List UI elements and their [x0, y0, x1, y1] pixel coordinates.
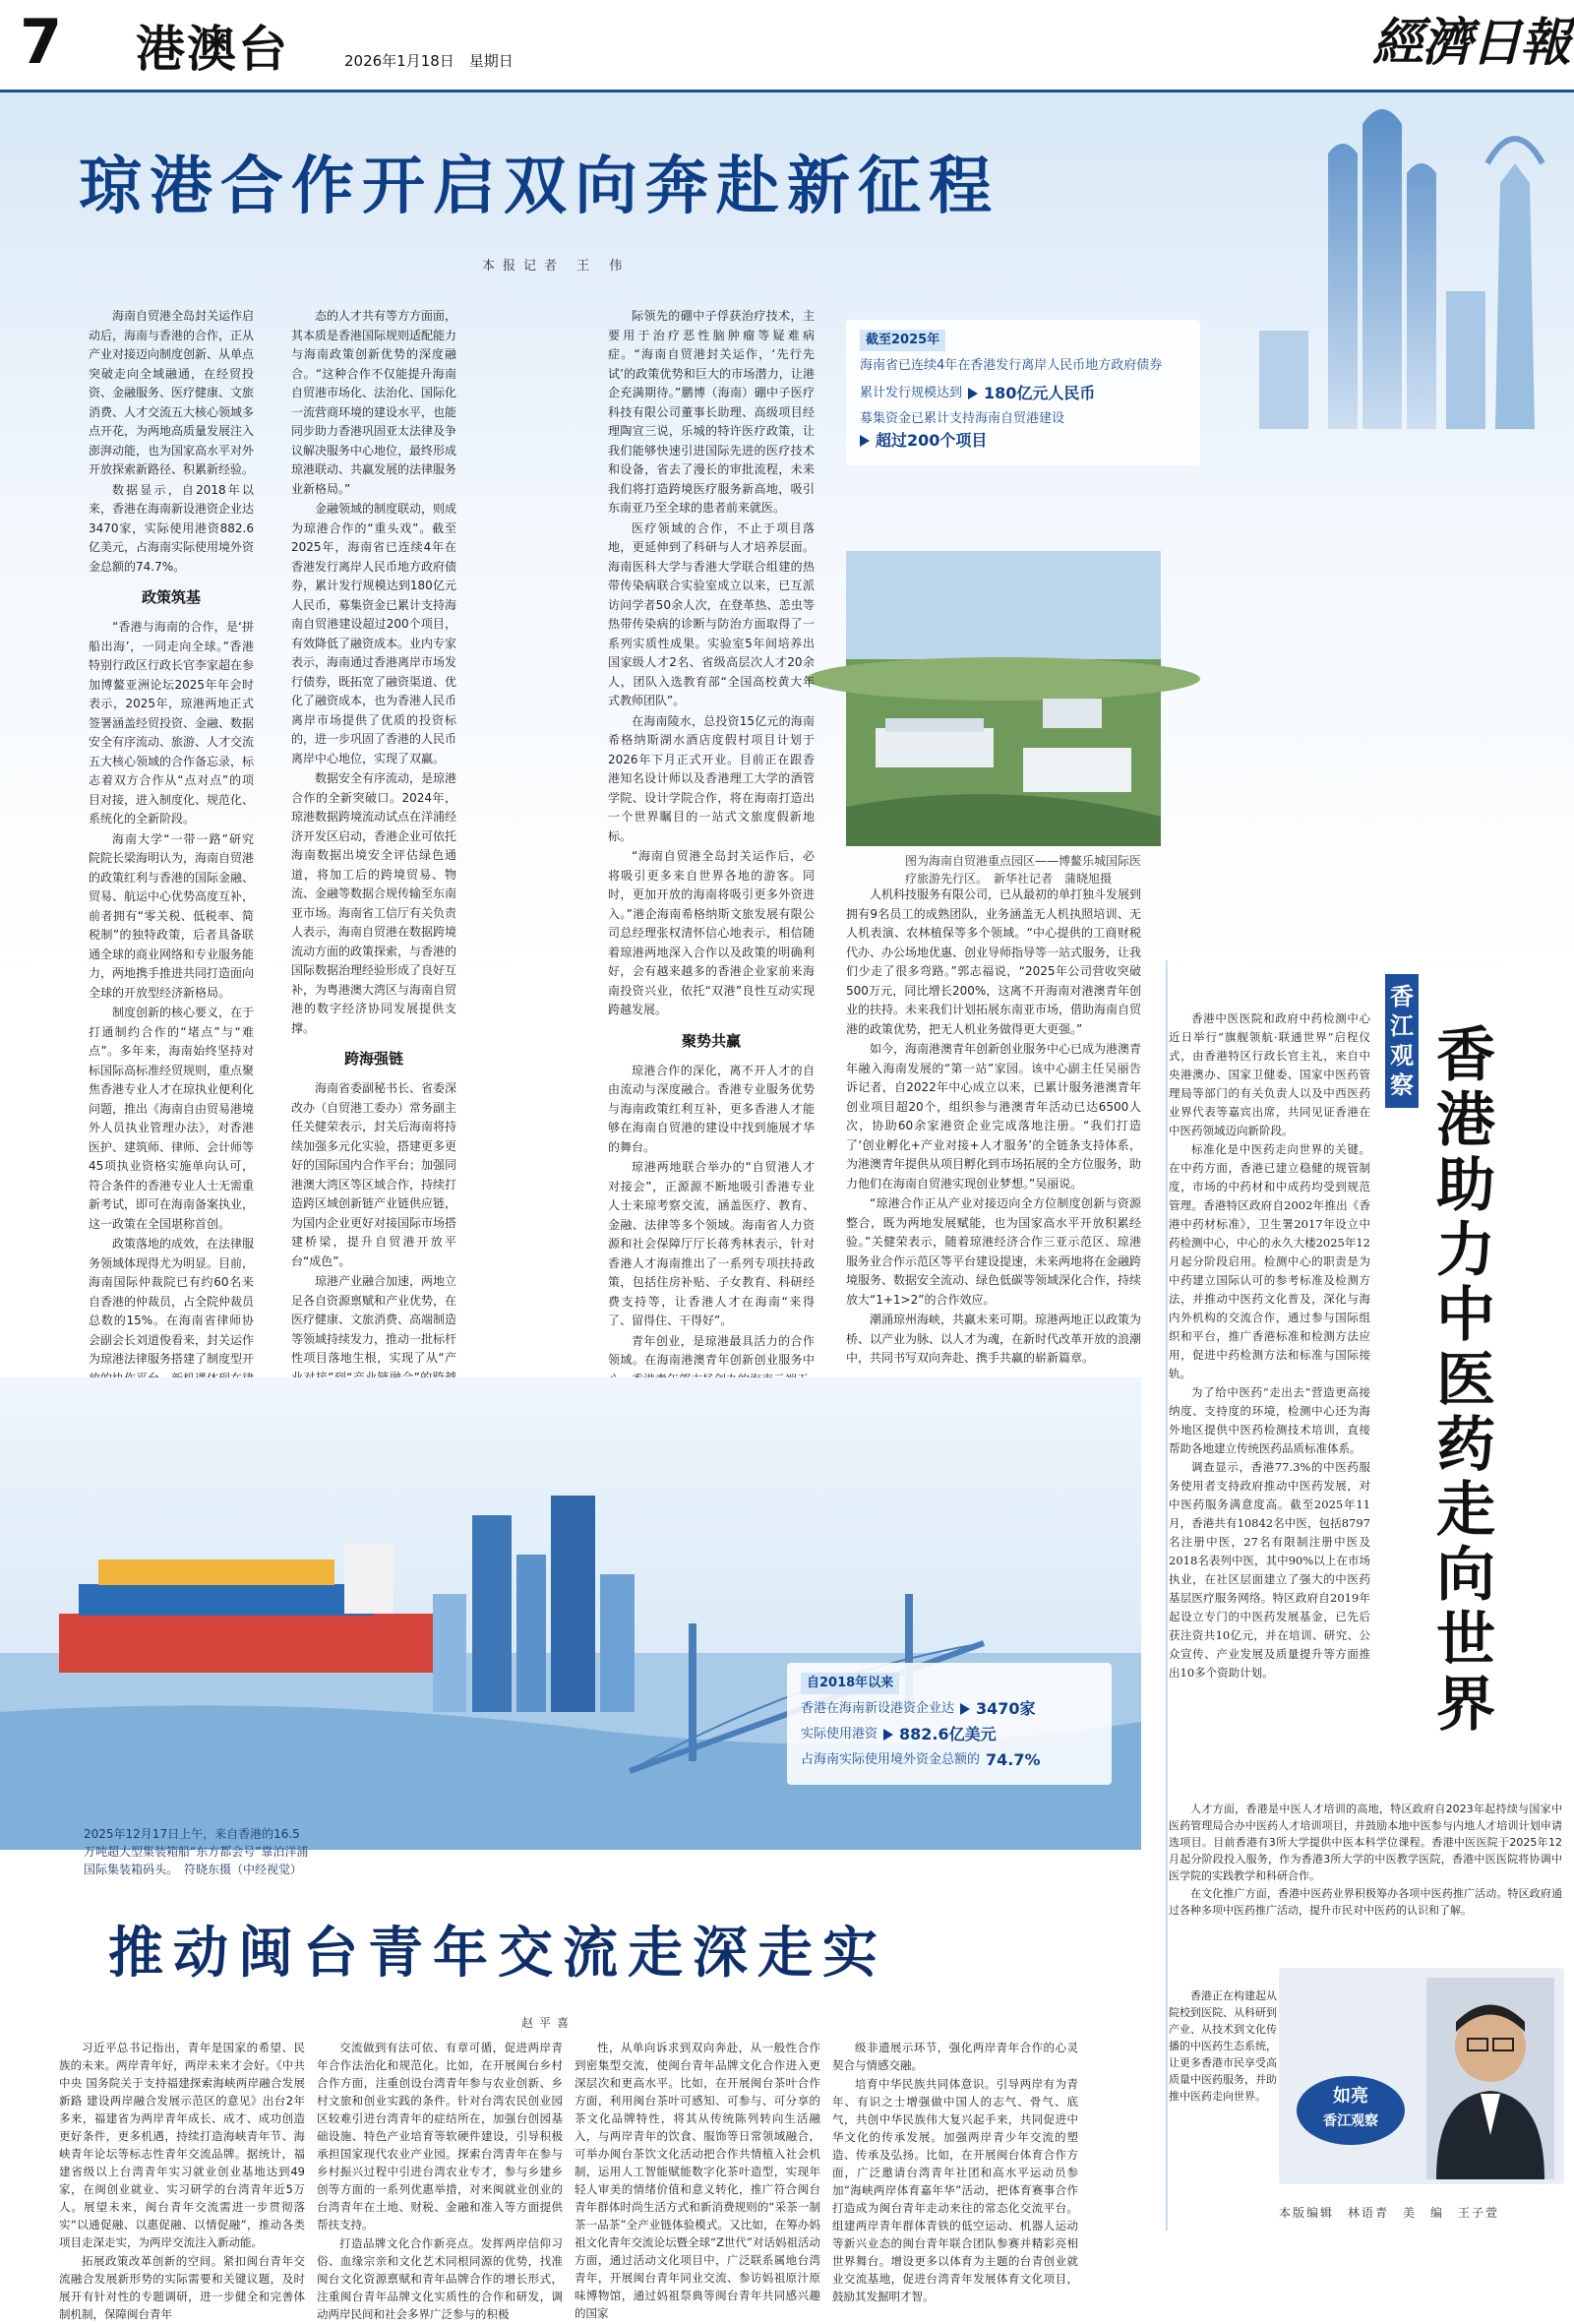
- photo2-caption: 2025年12月17日上午，来自香港的16.5万吨超大型集装箱船“东方都会号”靠泊洋浦国际集装箱码头。 符晓东摄（中经视觉）: [84, 1827, 309, 1876]
- newspaper-logo: 經濟日報: [1372, 13, 1570, 73]
- article1-col1-intro: 海南自贸港全岛封关运作启动后，海南与香港的合作，正从产业对接迈向制度创新、从单点突破走向全域融通，在经贸投资、金融服务、医疗健康、文旅消费、人才交流五大核心领域多点开花，为两地高质量发展注入澎湃动能，也为国家高水平对外开放探索新路径、积累新经验。 数据显示，自2018年以来，香港在海南新设港资企业达3470家，实际使用港资882.6亿美元，占海南实际使用境外资金总额的74.7%。: [89, 309, 255, 574]
- issue-date: 2026年1月18日 星期日: [344, 52, 514, 70]
- factbox-bonds-lead: 截至2025年: [860, 330, 1186, 351]
- photo1-caption: 图为海南自贸港重点园区——博鳌乐城国际医疗旅游先行区。 新华社记者 蒲晓旭摄: [905, 854, 1142, 886]
- article1-column-3: 际领先的硼中子俘获治疗技术，主要用于治疗恶性脑肿瘤等疑难病症。“海南自贸港封关运作，‘先行先试’的政策优势和巨大的市场潜力，让港企充满期待。”鹏博（海南）硼中子医疗科技有限公司董事长助理、高级项目经理陶宣三说，乐城的特许医疗政策，让我们能够快速引进国际先进的医疗技术和设备，省去了漫长的审批流程，未来我们将打造跨境医疗服务新高地，吸引东南亚乃至全球的患者前来就医。 医疗领域的合作，不止于项目落地，更延伸到了科研与人才培养层面。海南医科大学与香港大学联合组建的热带传染病联合实验室成立以来，已互派访问学者50余人次，在登革热、恙虫等热带传染病的诊断与防治方面取得了一系列实质性成果。实验室5年间培养出国家级人才2名、省级高层次人才20余人，团队入选教育部“全国高校黄大年式教师团队”。 在海南陵水，总投资15亿元的海南希格纳斯湖水酒店度假村项目计划于2026年下月正式开业。目前正在跟香港知名设计师以及香港理工大学的酒管学院、设计学院合作，将在海南打造出一个世界瞩目的一站式文旅度假新地标。 “海南自贸港全岛封关运作后，必将吸引更多来自世界各地的游客。同时，更加开放的海南将吸引更多外资进入。”港企海南希格纳斯文旅发展有限公司总经理张权清怀信心地表示，相信随着琼港两地深入合作以及政策的明确利好，会有越来越多的香港企业家前来海南投资兴业，依托“双港”良性互动实现跨越发展。 聚势共赢 琼港合作的深化，离不开人才的自由流动与深度融合。香港专业服务优势与海南政策红利互补，更多香港人才能够在海南自贸港的建设中找到施展才华的舞台。 琼港两地联合举办的“自贸港人才对接会”，正源源不断地吸引香港专业人士来琼考察交流，涵盖医疗、教育、金融、法律等多个领域。海南省人力资源和社会保障厅厅长蒋秀林表示，针对香港人才海南推出了一系列专项扶持政策，包括住房补贴、子女教育、科研经费支持等，让香港人才在海南“来得了、留得住、干得好”。 青年创业，是琼港最具活力的合作领域。在海南港澳青年创新创业服务中: [608, 309, 815, 1367]
- factbox-investment-share: 占海南实际使用境外资金总额的 74.7%: [801, 1750, 1041, 1769]
- sidebar-body: 香港中医医院和政府中药检测中心近日举行“旗舰领航·联通世界”启程仪式，由香港特区行政长官主礼，来自中央港澳办、国家卫健委、国家中医药管理局等部门的有关负责人以及中西医药业界代表等嘉宾出席，共同见证香港在中医药领域迈向新阶段。 标准化是中医药走向世界的关键。在中药方面，香港已建立稳健的规管制度，市场的中药材和中成药均受到规范管理。香港特区政府自2002年推出《香港中药材标准》，卫生署2017年设立中药检测中心，中心的永久大楼2025年12月起分阶段启用。检测中心的职责是为中药建立国际认可的参考标准及检测方法，并推动中医药文化普及，深化与海内外机构的交流合作，通过参与国际组织和平台，推广香港标准和检测方法应用，促进中药检测方法和标准与国际接轨。 为了给中医药“走出去”营造更高接纳度、支持度的环境，检测中心还为海外地区提供中医药检测技术培训，直接帮助各地建立传统医药品质标准体系。 调查显示，香港77.3%的中医药服务使用者支持政府推动中医药发展，对中医药服务满意度高。截至2025年11月，香港共有10842名中医，包括8797名注册中医，27名有限制注册中医及2018名表列中医，其中90%以上在市场执业，在社区层面建立了强大的中医药基层医疗服务网络。特区政府自2019年起设立专门的中医药发展基金，已先后获注资共10亿元，并在培训、研究、公众宣传、产业发展及质量提升等方面推出10多个资助计划。: [1169, 1011, 1370, 1680]
- factbox-bonds-line1: 海南省已连续4年在香港发行离岸人民币地方政府债券: [860, 358, 1163, 373]
- article2-title: 推动闽台青年交流走深走实: [108, 1921, 887, 1986]
- factbox-bonds-scale: 累计发行规模达到 180亿元人民币: [860, 384, 1096, 402]
- sidebar-body-continued: 人才方面，香港是中医人才培训的高地，特区政府自2023年起持续与国家中医药管理局合办中医药人才培训项目，并鼓励本地中医参与内地人才培训计划申请选项目。目前香港有3所大学提供中医本科学位课程。香港中医医院于2025年12月起分阶段投入服务，作为香港3所大学的中医教学医院，香港中医医院将协调中医学院的实践教学和科研合作。 在文化推广方面，香港中医药业界积极筹办各项中医药推广活动。特区政府通过各种多项中医药推广活动，提升市民对中医药的认识和了解。: [1169, 1803, 1562, 1917]
- factbox-investment-firms: 香港在海南新设港资企业达 3470家: [801, 1699, 1036, 1718]
- columnist-portrait: [1426, 1978, 1554, 2179]
- page-number: 7: [20, 6, 63, 78]
- article1-col1-body: “香港与海南的合作，是‘拼船出海’，一同走向全球。”香港特别行政区行政长官李家超在参加博鳌亚洲论坛2025年年会时表示，2025年，琼港两地正式签署涵盖经贸投资、金融、数据安全有序流动、旅游、人才交流五大核心领域的合作备忘录，标志着双方合作从“点对点”的项目对接，进入制度化、规范化、系统化的全新阶段。 海南大学“一带一路”研究院院长梁海明认为，海南自贸港的政策红利与香港的国际金融、贸易、航运中心优势高度互补，前者拥有“零关税、低税率、简税制”的独特政策，后者具备联通全球的商业网络和专业服务能力，两地携手推进共同打造面向全球的开放型经济新格局。 制度创新的核心要义，在于打通制约合作的“堵点”与“难点”。多年来，海南始终坚持对标国际高标准经贸规则，重点聚焦香港专业人才在琼执业便利化问题，推出《海南自由贸易港境外人员执业管理办法》，对香港医护、建筑师、律师、会计师等45项执业资格实施单向认可，符合条件的香港专业人士无需重新考试，即可在海南备案执业，这一政策在全国堪称首创。 政策落地的成效，在法律服务领域体现得尤为明显。目前，海南国际仲裁院已有约60名来自香港的仲裁员，占全院仲裁员总数的15%。在海南省律师协会副会长刘道俊看来，封关运作为琼港法律服务搭建了制度型开: [89, 620, 255, 1366]
- article2-column-4: 级非遗展示环节，强化两岸青年合作的心灵契合与情感交融。 培育中华民族共同体意识。引导两岸有为青年、有识之士增强做中国人的志气、骨气、底气，共创中华民族伟大复兴起手来，共同促进中华文化的传承发展。加强两岸青少年交流的塑造、传承及弘扬。比如，在开展闽台体育合作方面，广泛邀请台湾青年社团和高水平运动员参加“海峡两岸体育嘉年华”活动，把体育赛事合作打造成为闽台青年走动来往的常态化交流平台。组建两岸青年群体青铁的低空运动、机器人运动等新兴业态的闽台青年联合团队参赛并精彩亮相世界舞台。增设更多以体育为主题的台青创业就业交流基地，促进台湾青年发展体育文化项目，鼓励其发掘明才智。: [832, 2041, 1078, 2303]
- subhead-winwin: 聚势共赢: [681, 1031, 741, 1050]
- column-tag: 香江观察: [1385, 974, 1419, 1108]
- article1-column-1: [89, 307, 254, 1428]
- article1-column-2: 态的人才共有等方方面面，其本质是香港国际规则适配能力与海南政策创新优势的深度融合。“这种合作不仅能提升海南自贸港市场化、法治化、国际化一流营商环境的建设水平，也能同步助力香港巩固亚太法律及争议解决服务中心地位，最终形成琼港联动、共赢发展的法律服务业新格局。” 金融领域的制度联动，则成为琼港合作的“重头戏”。截至2025年，海南省已连续4年在香港发行离岸人民币地方政府债券，累计发行规模达到180亿元人民币，募集资金已累计支持海南自贸港建设超过200个项目，有效降低了融资成本。业内专家表示，海南通过香港离岸市场发行债券，既拓宽了融资渠道、优化了融资成本，也为香港人民币离岸市场提供了优质的投资标的，进一步巩固了香港的人民币离岸中心地位，实现了双赢。 数据安全有序流动，是琼港合作的全新突破口。2024年，琼港数据跨境流动试点在洋浦经济开发区启动，香港企业可依托海南数据出境安全评估绿色通道，将加工后的跨境贸易、物流、金融等数据合规传输至东南亚市场。海南省工信厅有关负责人表示，海南自贸港在数据跨境流动方面的政策探索，与香港的国际数据治理经验形成了良好互补，为粤港澳大湾区与海南自贸港的数字经济协同发展提供支撑。 跨海强链 海南省委副秘书长、省委深改办（自贸港工委办）常务副主任关健荣表示，封关后海南将持续加强多元化实验，搭建更多更好的国际国内合作平台；加强同港澳大湾区等区域合作，持续打造跨区域创新链产业链供应链，为国内企业更好对接国际市场搭建桥梁，提升自贸港开放平台“成色”。 琼港产业融合加速，两地立足各自资源禀赋和产业优势，在医疗健康、文旅消费、高端制造等领域持续发力，推动一批标杆性项目落地生根，实现了从“产: [291, 309, 457, 1365]
- article2-column-3: 性，从单向诉求到双向奔赴，从一般性合作到密集型交流，使闽台青年品牌文化合作进入更深层次和更高水平。比如，在开展闽台茶叶合作方面，利用闽台茶叶可感知、可参与、可分享的茶文化品牌特性，将其从传统陈列转向生活融入，与两岸青年的饮食、服饰等日常领域融合，可举办闽台茶饮文化活动把合作共情植入社会机制，运用人工智能赋能数字化茶叶造型，实现年轻人审美的情绪价值和意义转化，推广符合闽台青年群体时尚生活方式和新消费规则的“采茶一制茶一品茶”全产业链体验模式。又比如，在筹办妈祖文化青年交流论坛暨全球“Z世代”对话妈祖活动方面，通过活动文化项目中，广泛联系属地台湾青年，开展闽台青年同业交流、参访妈祖原汁原味博物馆，通过妈祖祭典等闽台青年共同感兴趣的国家: [575, 2041, 820, 2320]
- subhead-chain: 跨海强链: [343, 1050, 403, 1068]
- article2-column-2: 交流做到有法可依、有章可循，促进两岸青年合作法治化和规范化。比如，在开展闽台乡村合作方面，注重创设台湾青年参与农业创新、乡村文旅和创业实践的条件。针对台湾农民创业园区较难引进台湾青年的症结所在，加强台创园基础设施、特色产业培育等软硬件建设，引导积极承担国家现代农业产业园。探索台湾青年在参与乡村振兴过程中引进台湾农业专才，参与乡建乡创等方面的一系列优惠举措，对来闽就业创业的台湾青年在土地、财税、金融和准入等方面提供帮扶支持。 打造品牌文化合作新亮点。发挥两岸信仰习俗、血缘宗亲和文化艺术同根同源的优势，找准闽台文化资源禀赋和青年品牌合作的增长形式，注重闽台青年品牌文化实质性的合作和研发，调动两岸民间和社会多界广泛参与的积极: [317, 2041, 563, 2321]
- factbox-bonds-projects: 超过200个项目: [860, 430, 1186, 452]
- factbox-bonds: [846, 320, 1200, 465]
- factbox-investment: [787, 1663, 1112, 1785]
- hainan-skyline-illustration: [1230, 94, 1574, 429]
- editor-credit: 本版编辑 林语青 美 编 王子萱: [1279, 2206, 1500, 2220]
- factbox-bonds-line3: 募集资金已累计支持海南自贸港建设: [860, 411, 1065, 426]
- article1-title: 琼港合作开启双向奔赴新征程: [79, 151, 999, 223]
- factbox-investment-lead: 自2018年以来: [801, 1673, 1098, 1694]
- subhead-policy: 政策筑基: [141, 588, 201, 606]
- article1-byline: 本报记者 王 伟: [482, 259, 631, 274]
- article2-column-1: 习近平总书记指出，青年是国家的希望、民族的未来。两岸青年好，两岸未来才会好。《中共中央 国务院关于支持福建探索海峡两岸融合发展新路 建设两岸融合发展示范区的意见》出台2年多来，福建省为两岸青年成长、成才、成功创造更好条件，更多机遇，持续打造海峡青年节、海峡青年论坛等标志性青年交流品牌。据统计，福建省级以上台湾青年实习就业创业基地达到49家，在闽创业就业、实习研学的台湾青年近5万人。展望未来，闽台青年交流需进一步贯彻落实“以通促融、以惠促融、以情促融”，推动各类项目走深走实，为两岸交流注入新动能。 拓展政策改革创新的空间。紧扣闽台青年交流融合发展新形势的实际需要和关键议题，及时展开有针对性的专题调研，进一步健全和完善体制机制，保障闽台青年: [59, 2041, 305, 2321]
- article2-byline: 赵平喜: [521, 2016, 575, 2030]
- sidebar-title: 香港助力中医药走向世界: [1436, 1021, 1495, 1740]
- columnist-card: [1279, 1968, 1564, 2184]
- sidebar-closing: 香港正在构建起从院校到医院、从科研到产业、从技术到文化传播的中医药生态系统，让更多香港市民享受高质量中医药服务，并助推中医药走向世界。: [1169, 1989, 1277, 2103]
- factbox-investment-capital: 实际使用港资 882.6亿美元: [801, 1725, 997, 1743]
- article1-column-4: 人机科技服务有限公司，已从最初的单打独斗发展到拥有9名员工的成熟团队，业务涵盖无人机执照培训、无人机表演、农林植保等多个领域。“中心提供的工商财税代办、办公场地优惠、创业导师指导等一站式服务，让我们少走了很多弯路。”郭志福说，“2025年公司营收突破500万元，同比增长200%，这离不开海南对港澳青年创业的扶持。未来我们计划拓展东南亚市场，借助海南自贸港的政策优势，把无人机业务做得更大更强。” 如今，海南港澳青年创新创业服务中心已成为港澳青年融入海南发展的“第一站”家园。该中心副主任吴丽告诉记者，自2022年中心成立以来，已累计服务港澳青年创业项目超20个，组织参与港澳青年活动已达6500人次，协助60余家港资企业完成落地注册。“我们打造了‘创业孵化+产业对接+人才服务’的全链条支持体系，为港澳青年提供从项目孵化到市场拓展的全方位服务，助力他们在海南自贸港实现创业梦想。”吴丽说。 “琼港合作正从产业对接迈向全方位制度创新与资源整合，既为两地发展赋能，也为国家高水平开放积累经验。”关健荣表示，随着琼港经济合作三亚示范区、琼港服务业合作示范区等平台建设提速，未来两地将在金融跨境服务、数据安全流动、绿色低碳等领域深化合作，持续放大“1+1>2”的合作效应。 潮涌琼州海峡，共赢未来可期。琼港两地正以政策为桥、以产业为脉、以人才为魂，在新时代改革开放的浪潮中，共同书写双向奔赴、携手共赢的崭新篇章。: [846, 887, 1142, 1365]
- columnist-badge: 如亮 香江观察: [1297, 2076, 1405, 2145]
- lecheng-park-photo: [846, 551, 1161, 846]
- section-title: 港澳台: [136, 21, 289, 78]
